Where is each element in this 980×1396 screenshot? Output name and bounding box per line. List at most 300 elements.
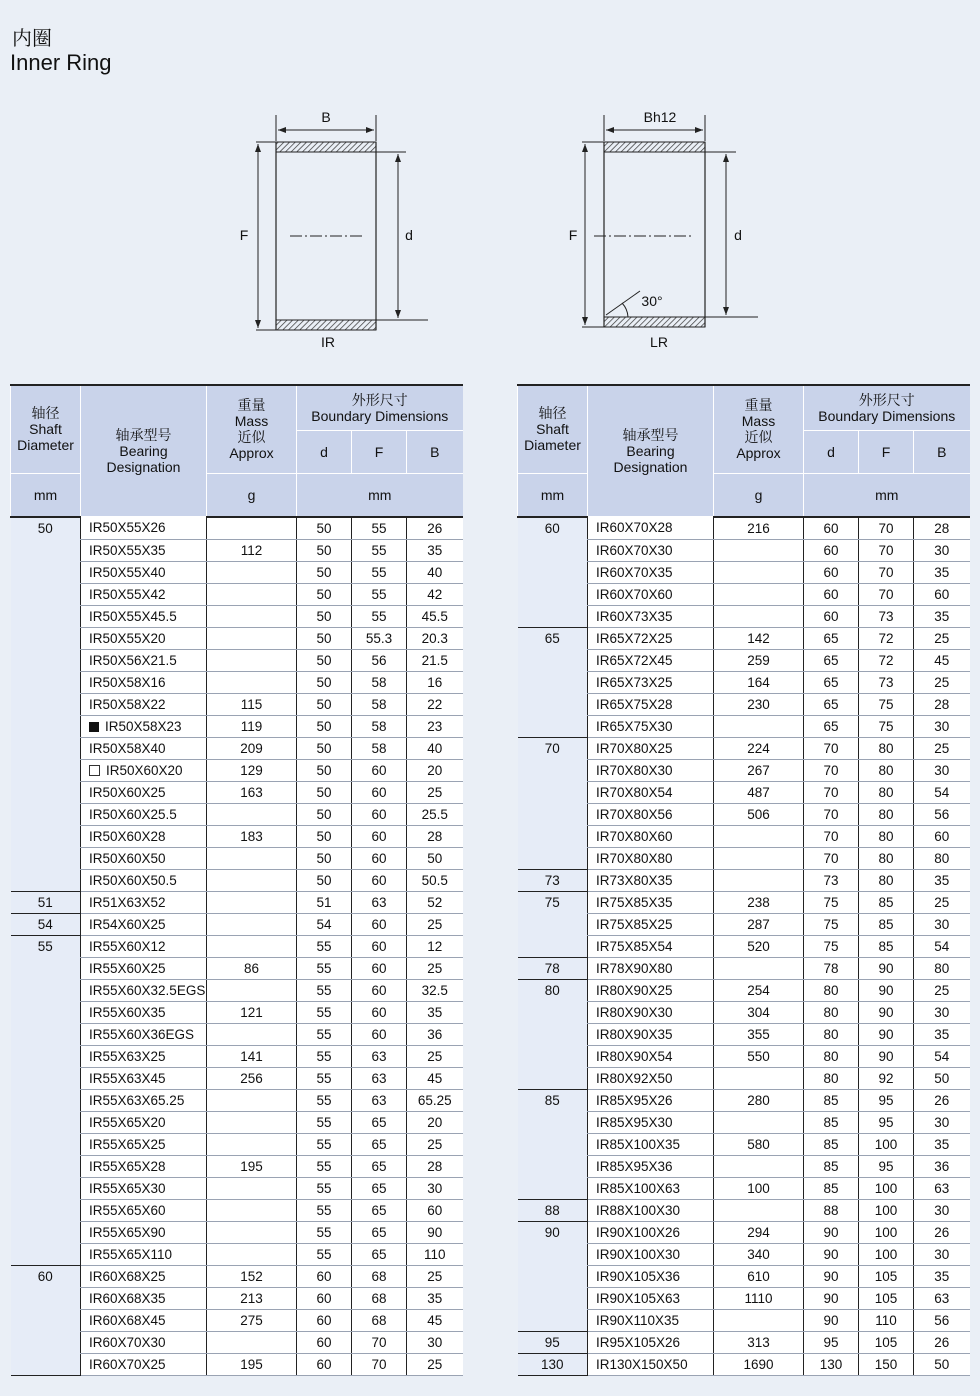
mass-cell <box>207 1243 297 1265</box>
designation-cell <box>81 825 207 847</box>
d-cell: 50 <box>297 869 352 891</box>
b-cell: 60 <box>914 825 970 847</box>
designation-text: IR95X105X26 <box>596 1334 681 1350</box>
mass-cell <box>207 1199 297 1221</box>
d-cell: 60 <box>804 583 859 605</box>
f-cell: 70 <box>859 583 914 605</box>
b-cell: 80 <box>914 957 970 979</box>
shaft-header: 轴径 Shaft Diameter <box>518 385 588 473</box>
designation-text: IR55X63X25 <box>89 1048 166 1064</box>
mass-cell: 287 <box>714 913 804 935</box>
designation-cell <box>588 825 714 847</box>
f-cell: 58 <box>352 671 407 693</box>
d-cell: 50 <box>297 517 352 540</box>
designation-text: IR50X60X25 <box>89 784 166 800</box>
f-cell: 55 <box>352 605 407 627</box>
b-cell: 25 <box>407 957 463 979</box>
designation-text: IR85X95X26 <box>596 1092 673 1108</box>
table-row <box>518 1199 970 1221</box>
d-cell: 50 <box>297 627 352 649</box>
mass-cell: 112 <box>207 539 297 561</box>
designation-text: IR85X100X63 <box>596 1180 681 1196</box>
shaft-diameter-cell: 54 <box>11 913 81 935</box>
d-cell: 90 <box>804 1265 859 1287</box>
designation-cell <box>81 1023 207 1045</box>
d-cell: 85 <box>804 1133 859 1155</box>
f-cell: 80 <box>859 825 914 847</box>
b-cell: 35 <box>914 1023 970 1045</box>
b-cell: 28 <box>914 693 970 715</box>
f-cell: 85 <box>859 891 914 913</box>
mass-cell: 183 <box>207 825 297 847</box>
lr-d-label: d <box>734 227 742 243</box>
b-cell: 54 <box>914 935 970 957</box>
designation-cell <box>588 1353 714 1375</box>
b-cell: 20.3 <box>407 627 463 649</box>
d-cell: 55 <box>297 1089 352 1111</box>
b-cell: 45 <box>407 1309 463 1331</box>
d-cell: 54 <box>297 913 352 935</box>
designation-text: IR55X63X65.25 <box>89 1092 185 1108</box>
table-body-right <box>518 517 970 1376</box>
mass-cell <box>207 803 297 825</box>
inner-ring-table-right <box>517 384 970 1376</box>
designation-cell <box>588 891 714 913</box>
f-cell: 55.3 <box>352 627 407 649</box>
f-cell: 60 <box>352 825 407 847</box>
designation-text: IR50X55X26 <box>89 520 166 536</box>
table-row <box>518 1331 970 1353</box>
table-row <box>518 979 970 1001</box>
mass-cell: 213 <box>207 1287 297 1309</box>
mass-header: 重量 Mass 近似 Approx <box>714 385 804 473</box>
col-f-header: F <box>352 430 407 473</box>
d-cell: 60 <box>297 1353 352 1375</box>
mass-cell <box>207 935 297 957</box>
f-cell: 73 <box>859 671 914 693</box>
designation-cell <box>81 891 207 913</box>
d-cell: 55 <box>297 1067 352 1089</box>
designation-cell <box>588 803 714 825</box>
b-cell: 30 <box>914 1199 970 1221</box>
f-cell: 60 <box>352 869 407 891</box>
mass-cell: 610 <box>714 1265 804 1287</box>
d-cell: 51 <box>297 891 352 913</box>
f-cell: 60 <box>352 781 407 803</box>
f-cell: 58 <box>352 737 407 759</box>
page-title-en: Inner Ring <box>10 50 112 75</box>
d-cell: 75 <box>804 913 859 935</box>
mass-cell: 230 <box>714 693 804 715</box>
designation-text: IR55X65X90 <box>89 1224 166 1240</box>
designation-cell <box>81 649 207 671</box>
designation-cell <box>81 517 207 540</box>
b-cell: 22 <box>407 693 463 715</box>
designation-cell <box>81 759 207 781</box>
dims-header: 外形尺寸 Boundary Dimensions <box>297 385 463 430</box>
d-cell: 50 <box>297 539 352 561</box>
d-cell: 50 <box>297 561 352 583</box>
f-cell: 60 <box>352 803 407 825</box>
mass-cell <box>207 1023 297 1045</box>
f-cell: 55 <box>352 583 407 605</box>
b-cell: 35 <box>407 1287 463 1309</box>
designation-text: IR90X105X36 <box>596 1268 681 1284</box>
f-cell: 58 <box>352 693 407 715</box>
d-cell: 90 <box>804 1309 859 1331</box>
mass-cell: 115 <box>207 693 297 715</box>
b-cell: 65.25 <box>407 1089 463 1111</box>
designation-text: IR90X105X63 <box>596 1290 681 1306</box>
f-cell: 65 <box>352 1133 407 1155</box>
f-cell: 105 <box>859 1287 914 1309</box>
b-cell: 30 <box>914 913 970 935</box>
table-row <box>518 869 970 891</box>
mass-cell: 313 <box>714 1331 804 1353</box>
d-cell: 50 <box>297 781 352 803</box>
designation-cell <box>81 1177 207 1199</box>
b-cell: 50.5 <box>407 869 463 891</box>
f-cell: 80 <box>859 759 914 781</box>
d-cell: 50 <box>297 759 352 781</box>
d-cell: 80 <box>804 1023 859 1045</box>
designation-cell <box>588 847 714 869</box>
mass-cell: 550 <box>714 1045 804 1067</box>
shaft-diameter-cell: 75 <box>518 891 588 957</box>
b-cell: 35 <box>914 605 970 627</box>
mass-cell <box>714 1309 804 1331</box>
d-cell: 90 <box>804 1287 859 1309</box>
b-cell: 21.5 <box>407 649 463 671</box>
designation-text: IR78X90X80 <box>596 960 673 976</box>
shaft-diameter-cell: 55 <box>11 935 81 1265</box>
b-cell: 25 <box>407 913 463 935</box>
b-cell: 35 <box>914 1265 970 1287</box>
b-cell: 80 <box>914 847 970 869</box>
designation-text: IR80X90X35 <box>596 1026 673 1042</box>
mass-cell <box>207 627 297 649</box>
designation-cell <box>588 605 714 627</box>
mass-cell: 254 <box>714 979 804 1001</box>
mass-cell <box>207 583 297 605</box>
designation-text: IR80X90X54 <box>596 1048 673 1064</box>
designation-cell <box>588 935 714 957</box>
col-d-header: d <box>804 430 859 473</box>
designation-text: IR80X92X50 <box>596 1070 673 1086</box>
f-cell: 60 <box>352 957 407 979</box>
unit-mass: g <box>714 473 804 517</box>
designation-text: IR60X68X25 <box>89 1268 166 1284</box>
designation-text: IR85X95X30 <box>596 1114 673 1130</box>
table-row <box>518 517 970 540</box>
designation-text: IR60X70X35 <box>596 564 673 580</box>
designation-text: IR85X100X35 <box>596 1136 681 1152</box>
col-b-header: B <box>914 430 970 473</box>
d-cell: 55 <box>297 1023 352 1045</box>
d-cell: 50 <box>297 803 352 825</box>
d-cell: 50 <box>297 737 352 759</box>
mass-cell <box>714 1199 804 1221</box>
designation-cell <box>81 1089 207 1111</box>
mass-cell: 1690 <box>714 1353 804 1375</box>
designation-text: IR50X60X28 <box>89 828 166 844</box>
b-cell: 35 <box>914 1133 970 1155</box>
table-row <box>11 913 463 935</box>
b-cell: 20 <box>407 1111 463 1133</box>
lr-caption: LR <box>650 334 668 350</box>
mass-cell <box>714 1067 804 1089</box>
f-cell: 90 <box>859 979 914 1001</box>
table-row <box>518 957 970 979</box>
designation-cell <box>588 1133 714 1155</box>
mass-cell: 520 <box>714 935 804 957</box>
ir-b-label: B <box>321 109 331 125</box>
shaft-diameter-cell: 50 <box>11 517 81 892</box>
designation-cell <box>81 957 207 979</box>
f-cell: 90 <box>859 1045 914 1067</box>
f-cell: 70 <box>859 561 914 583</box>
b-cell: 60 <box>914 583 970 605</box>
d-cell: 130 <box>804 1353 859 1375</box>
d-cell: 85 <box>804 1089 859 1111</box>
d-cell: 85 <box>804 1177 859 1199</box>
mass-cell: 141 <box>207 1045 297 1067</box>
designation-cell <box>588 715 714 737</box>
f-cell: 85 <box>859 913 914 935</box>
b-cell: 30 <box>914 539 970 561</box>
inner-ring-table-left <box>10 384 463 1376</box>
b-cell: 32.5 <box>407 979 463 1001</box>
designation-cell <box>81 979 207 1001</box>
mass-cell: 275 <box>207 1309 297 1331</box>
d-cell: 55 <box>297 935 352 957</box>
designation-text: IR55X60X32.5EGS <box>89 982 206 998</box>
b-cell: 35 <box>407 539 463 561</box>
mass-cell <box>207 869 297 891</box>
f-cell: 63 <box>352 1067 407 1089</box>
mass-cell: 152 <box>207 1265 297 1287</box>
b-cell: 25 <box>914 891 970 913</box>
b-cell: 26 <box>914 1221 970 1243</box>
d-cell: 95 <box>804 1331 859 1353</box>
b-cell: 110 <box>407 1243 463 1265</box>
ir-caption: IR <box>321 334 335 350</box>
b-cell: 30 <box>914 759 970 781</box>
f-cell: 65 <box>352 1243 407 1265</box>
mass-cell: 238 <box>714 891 804 913</box>
mass-cell: 580 <box>714 1133 804 1155</box>
designation-cell <box>81 1199 207 1221</box>
shaft-diameter-cell: 60 <box>518 517 588 628</box>
mass-cell: 304 <box>714 1001 804 1023</box>
designation-text: IR55X65X30 <box>89 1180 166 1196</box>
designation-text: IR60X73X35 <box>596 608 673 624</box>
designation-cell <box>588 693 714 715</box>
b-cell: 45 <box>914 649 970 671</box>
designation-cell <box>81 1331 207 1353</box>
f-cell: 100 <box>859 1243 914 1265</box>
f-cell: 110 <box>859 1309 914 1331</box>
d-cell: 55 <box>297 1199 352 1221</box>
mass-cell: 294 <box>714 1221 804 1243</box>
f-cell: 80 <box>859 737 914 759</box>
b-cell: 42 <box>407 583 463 605</box>
designation-text: IR51X63X52 <box>89 894 166 910</box>
b-cell: 26 <box>407 517 463 540</box>
designation-text: IR55X60X12 <box>89 938 166 954</box>
designation-text: IR85X95X36 <box>596 1158 673 1174</box>
designation-cell <box>588 1243 714 1265</box>
designation-cell <box>81 671 207 693</box>
designation-cell <box>588 539 714 561</box>
d-cell: 50 <box>297 583 352 605</box>
mass-cell <box>714 539 804 561</box>
b-cell: 25 <box>407 1353 463 1375</box>
designation-cell <box>588 737 714 759</box>
mass-cell: 340 <box>714 1243 804 1265</box>
designation-text: IR65X73X25 <box>596 674 673 690</box>
mass-cell: 216 <box>714 517 804 540</box>
table-row <box>11 891 463 913</box>
d-cell: 55 <box>297 1243 352 1265</box>
f-cell: 105 <box>859 1265 914 1287</box>
f-cell: 70 <box>352 1331 407 1353</box>
mass-cell <box>714 957 804 979</box>
table-row <box>518 737 970 759</box>
d-cell: 65 <box>804 693 859 715</box>
d-cell: 55 <box>297 1111 352 1133</box>
col-f-header: F <box>859 430 914 473</box>
d-cell: 85 <box>804 1155 859 1177</box>
designation-cell <box>588 1265 714 1287</box>
ir-diagram <box>230 105 440 355</box>
d-cell: 65 <box>804 649 859 671</box>
b-cell: 23 <box>407 715 463 737</box>
b-cell: 25 <box>914 979 970 1001</box>
designation-header: 轴承型号 Bearing Designation <box>588 385 714 517</box>
designation-cell <box>588 1045 714 1067</box>
d-cell: 80 <box>804 979 859 1001</box>
designation-text: IR55X60X36EGS <box>89 1026 195 1042</box>
designation-text: IR88X100X30 <box>596 1202 681 1218</box>
f-cell: 65 <box>352 1155 407 1177</box>
f-cell: 100 <box>859 1133 914 1155</box>
mass-cell: 129 <box>207 759 297 781</box>
d-cell: 50 <box>297 693 352 715</box>
f-cell: 63 <box>352 1089 407 1111</box>
b-cell: 16 <box>407 671 463 693</box>
f-cell: 60 <box>352 979 407 1001</box>
f-cell: 55 <box>352 517 407 540</box>
mass-cell <box>207 1089 297 1111</box>
d-cell: 70 <box>804 781 859 803</box>
d-cell: 70 <box>804 737 859 759</box>
d-cell: 60 <box>297 1287 352 1309</box>
f-cell: 60 <box>352 847 407 869</box>
designation-cell <box>588 781 714 803</box>
designation-cell <box>81 693 207 715</box>
b-cell: 50 <box>914 1353 970 1375</box>
designation-text: IR50X58X16 <box>89 674 166 690</box>
table-row <box>11 1265 463 1287</box>
shaft-diameter-cell: 65 <box>518 627 588 737</box>
b-cell: 50 <box>914 1067 970 1089</box>
mass-cell <box>207 913 297 935</box>
mass-cell <box>207 649 297 671</box>
mass-cell <box>714 715 804 737</box>
d-cell: 65 <box>804 671 859 693</box>
d-cell: 55 <box>297 979 352 1001</box>
designation-text: IR50X55X45.5 <box>89 608 177 624</box>
d-cell: 55 <box>297 1177 352 1199</box>
mass-cell <box>714 825 804 847</box>
designation-text: IR75X85X54 <box>596 938 673 954</box>
designation-text: IR90X110X35 <box>596 1312 680 1328</box>
d-cell: 88 <box>804 1199 859 1221</box>
designation-cell <box>588 1331 714 1353</box>
designation-text: IR55X65X28 <box>89 1158 166 1174</box>
designation-text: IR70X80X56 <box>596 806 673 822</box>
d-cell: 60 <box>297 1265 352 1287</box>
designation-text: IR60X68X35 <box>89 1290 166 1306</box>
designation-cell <box>81 913 207 935</box>
b-cell: 25 <box>914 737 970 759</box>
table-row <box>518 627 970 649</box>
b-cell: 30 <box>914 1001 970 1023</box>
mass-cell: 142 <box>714 627 804 649</box>
designation-cell <box>588 627 714 649</box>
designation-text: IR60X70X25 <box>89 1356 166 1372</box>
f-cell: 60 <box>352 935 407 957</box>
designation-cell <box>81 605 207 627</box>
d-cell: 55 <box>297 1001 352 1023</box>
lr-diagram <box>560 105 770 355</box>
f-cell: 92 <box>859 1067 914 1089</box>
designation-text: IR130X150X50 <box>596 1356 688 1372</box>
designation-cell <box>81 539 207 561</box>
f-cell: 70 <box>859 517 914 540</box>
f-cell: 100 <box>859 1221 914 1243</box>
designation-text: IR65X72X25 <box>596 630 673 646</box>
d-cell: 75 <box>804 891 859 913</box>
lr-f-label: F <box>568 227 578 243</box>
b-cell: 35 <box>914 869 970 891</box>
f-cell: 70 <box>352 1353 407 1375</box>
f-cell: 73 <box>859 605 914 627</box>
f-cell: 80 <box>859 847 914 869</box>
designation-text: IR90X100X26 <box>596 1224 681 1240</box>
designation-text: IR60X70X28 <box>596 520 673 536</box>
mass-cell <box>207 847 297 869</box>
shaft-diameter-cell: 73 <box>518 869 588 891</box>
f-cell: 90 <box>859 1023 914 1045</box>
designation-text: IR70X80X25 <box>596 740 673 756</box>
b-cell: 40 <box>407 737 463 759</box>
designation-header: 轴承型号 Bearing Designation <box>81 385 207 517</box>
lr-b-label: Bh12 <box>643 109 677 125</box>
designation-cell <box>588 1089 714 1111</box>
designation-text: IR75X85X35 <box>596 894 673 910</box>
mass-cell: 209 <box>207 737 297 759</box>
mass-cell: 86 <box>207 957 297 979</box>
designation-cell <box>81 1001 207 1023</box>
f-cell: 55 <box>352 561 407 583</box>
d-cell: 50 <box>297 715 352 737</box>
designation-cell <box>81 1221 207 1243</box>
mass-header: 重量 Mass 近似 Approx <box>207 385 297 473</box>
designation-cell <box>588 561 714 583</box>
d-cell: 75 <box>804 935 859 957</box>
